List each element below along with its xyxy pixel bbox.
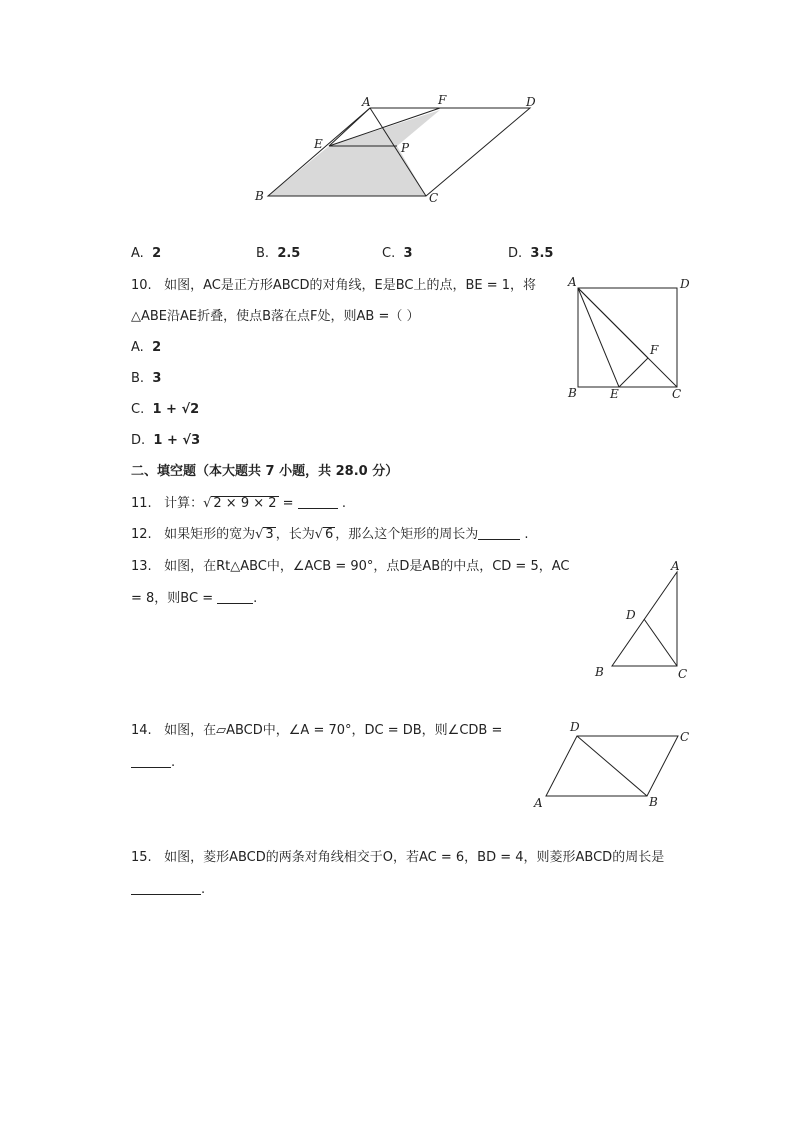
label-D: D bbox=[626, 608, 636, 622]
label-D: D bbox=[680, 277, 690, 291]
label-C: C bbox=[680, 730, 690, 744]
q10-option-a: A. 2 bbox=[131, 340, 162, 355]
label-P: P bbox=[401, 141, 410, 155]
label-A: A bbox=[362, 95, 371, 109]
segment-af bbox=[578, 288, 648, 358]
segment-ae bbox=[578, 288, 619, 387]
label-C: C bbox=[429, 191, 439, 205]
label-F: F bbox=[438, 93, 447, 107]
answer-blank[interactable] bbox=[478, 527, 520, 540]
diagonal-db bbox=[577, 736, 647, 796]
label-E: E bbox=[314, 137, 323, 151]
q15-line1: 15. 如图，菱形ABCD的两条对角线相交于O，若AC = 6，BD = 4，则菱形ABCD的周长是 bbox=[131, 850, 665, 865]
q10-option-d: D. 1 + √3 bbox=[131, 433, 201, 448]
label-B: B bbox=[255, 189, 264, 203]
q9-option-c: C. 3 bbox=[382, 246, 413, 261]
label-A: A bbox=[534, 796, 543, 810]
q13-figure bbox=[588, 556, 698, 686]
label-B: B bbox=[595, 665, 604, 679]
q13-line1: 13. 如图，在Rt△ABC中，∠ACB = 90°，点D是AB的中点，CD = 5，AC bbox=[131, 559, 570, 574]
q9-option-b: B. 2.5 bbox=[256, 246, 301, 261]
label-B: B bbox=[568, 386, 577, 400]
answer-blank[interactable] bbox=[131, 882, 201, 895]
q10-line1: 10. 如图，AC是正方形ABCD的对角线，E是BC上的点，BE = 1，将 bbox=[131, 278, 537, 293]
q14-figure bbox=[528, 716, 698, 816]
q9-figure bbox=[250, 90, 550, 210]
q14-line2: . bbox=[131, 755, 175, 771]
q13-line2: = 8，则BC = . bbox=[131, 591, 258, 606]
q12: 12. 如果矩形的宽为√ 3 ，长为√ 6 ，那么这个矩形的周长为 . bbox=[131, 527, 529, 542]
label-D: D bbox=[570, 720, 580, 734]
answer-blank[interactable] bbox=[217, 591, 253, 604]
q10-line2: △ABE沿AE折叠，使点B落在点F处，则AB =（ ） bbox=[131, 309, 420, 324]
median-cd bbox=[644, 619, 677, 666]
q9-option-d: D. 3.5 bbox=[508, 246, 554, 261]
label-D: D bbox=[526, 95, 536, 109]
q10-option-c: C. 1 + √2 bbox=[131, 402, 200, 417]
q11: 11. 计算：√ 2 × 9 × 2 = . bbox=[131, 496, 346, 511]
label-E: E bbox=[610, 387, 619, 401]
q10-option-b: B. 3 bbox=[131, 371, 162, 386]
q15-line2: . bbox=[131, 882, 205, 898]
label-A: A bbox=[568, 275, 577, 289]
label-A: A bbox=[671, 559, 680, 573]
q14-line1: 14. 如图，在▱ABCD中，∠A = 70°，DC = DB，则∠CDB = bbox=[131, 723, 503, 738]
answer-blank[interactable] bbox=[131, 755, 171, 768]
q9-option-a: A. 2 bbox=[131, 246, 162, 261]
label-B: B bbox=[649, 795, 658, 809]
label-C: C bbox=[678, 667, 688, 681]
segment-ef bbox=[619, 358, 648, 387]
answer-blank[interactable] bbox=[298, 496, 338, 509]
q10-figure bbox=[562, 274, 702, 404]
section-heading: 二、填空题（本大题共 7 小题，共 28.0 分） bbox=[131, 464, 399, 479]
label-F: F bbox=[650, 343, 659, 357]
label-C: C bbox=[672, 387, 682, 401]
